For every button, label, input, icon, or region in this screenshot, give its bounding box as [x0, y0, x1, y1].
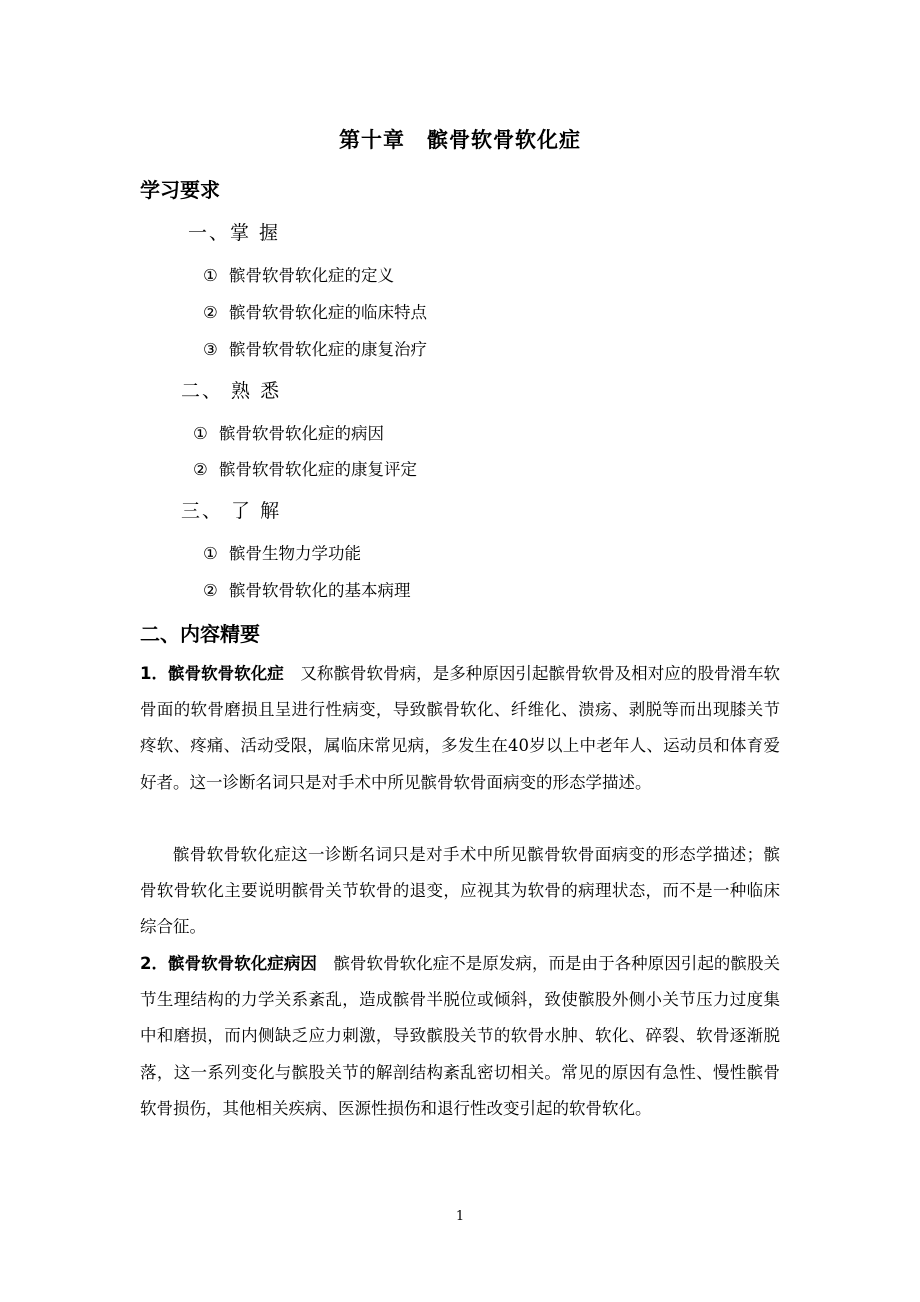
paragraph-etiology: [140, 946, 780, 1127]
list-item-text: 髌骨软骨软化症的定义: [229, 266, 394, 285]
list-marker: ②: [203, 303, 218, 322]
section-heading-learning-requirements: 学习要求: [140, 178, 220, 202]
list-item-text: 髌骨软骨软化症的康复治疗: [229, 340, 427, 359]
list-item-text: 髌骨软骨软化症的临床特点: [229, 303, 427, 322]
list-item: [203, 299, 427, 323]
list-item-text: 髌骨软骨软化症的康复评定: [219, 460, 417, 479]
paragraph-body: 又称髌骨软骨病，是多种原因引起髌骨软骨及相对应的股骨滑车软骨面的软骨磨损且呈进行性病变，导致髌骨软化、纤维化、溃疡、剥脱等而出现膝关节疼软、疼痛、活动受限，属临床常见病，多发生在40岁以上中老年人、运动员和体育爱好者。这一诊断名词只是对手术中所见髌骨软骨面病变的形态学描述。: [140, 664, 781, 792]
paragraph-lead: 1．髌骨软骨软化症: [140, 664, 284, 683]
list-marker: ③: [203, 340, 218, 359]
chapter-title: 第十章 髌骨软骨软化症: [339, 128, 581, 152]
paragraph-body: 髌骨软骨软化症不是原发病，而是由于各种原因引起的髌股关节生理结构的力学关系紊乱，造成髌骨半脱位或倾斜，致使髌股外侧小关节压力过度集中和磨损，而内侧缺乏应力刺激，导致髌股关节的软骨水肿、软化、碎裂、软骨逐渐脱落，这一系列变化与髌股关节的解剖结构紊乱密切相关。常见的原因有急性、慢性髌骨软骨损伤，其他相关疾病、医源性损伤和退行性改变引起的软骨软化。: [140, 954, 780, 1118]
subheading-master: 一、掌 握: [188, 222, 281, 244]
subheading-understand: 三、 了 解: [181, 500, 282, 522]
list-marker: ①: [203, 266, 218, 285]
list-item-text: 髌骨软骨软化的基本病理: [229, 581, 411, 600]
paragraph-body: 髌骨软骨软化症这一诊断名词只是对手术中所见髌骨软骨面病变的形态学描述；髌骨软骨软化主要说明髌骨关节软骨的退变，应视其为软骨的病理状态，而不是一种临床综合征。: [140, 845, 780, 937]
list-item: [203, 577, 411, 601]
list-item: [203, 540, 361, 564]
list-marker: ①: [193, 424, 208, 443]
list-marker: ①: [203, 544, 218, 563]
paragraph-description: [140, 837, 780, 946]
list-item: [193, 420, 384, 444]
list-item: [203, 336, 427, 360]
section-heading-content-summary: 二、内容精要: [140, 622, 260, 646]
list-marker: ②: [193, 460, 208, 479]
list-marker: ②: [203, 581, 218, 600]
subheading-familiar: 二、 熟 悉: [181, 380, 282, 402]
list-item: [203, 262, 394, 286]
page-number: 1: [455, 1209, 465, 1224]
paragraph-definition: [140, 656, 780, 801]
paragraph-lead: 2．髌骨软骨软化症病因: [140, 954, 317, 973]
list-item-text: 髌骨生物力学功能: [229, 544, 361, 563]
list-item-text: 髌骨软骨软化症的病因: [219, 424, 384, 443]
list-item: [193, 456, 417, 480]
